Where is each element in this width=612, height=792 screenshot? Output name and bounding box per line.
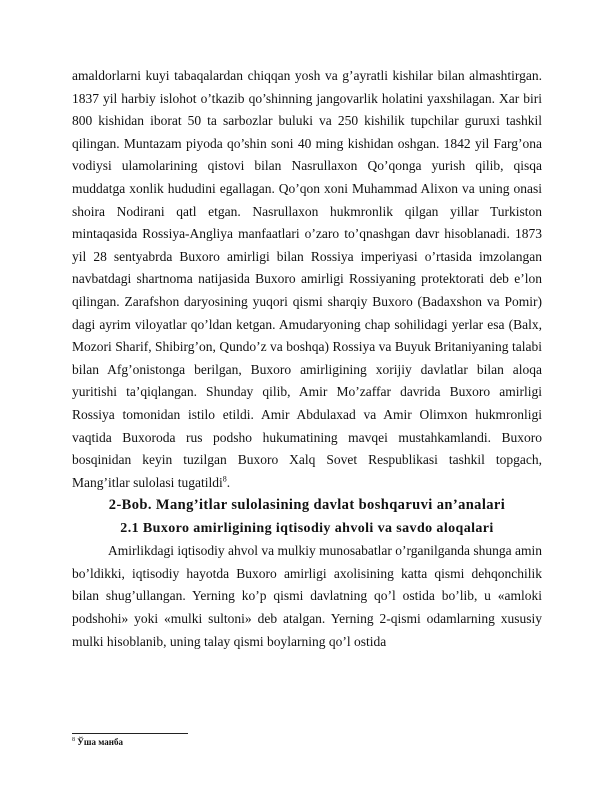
body-paragraph-end: . [226,474,231,490]
text-block [72,65,542,653]
footnote-reference[interactable]: 8 [222,474,227,484]
chapter-heading: 2-Bob. Mang’itlar sulolasining davlat boshqaruvi an’analari [108,497,506,514]
footnote [72,737,123,747]
body-paragraph-text: amaldorlarni kuyi tabaqalardan chiqqan yosh va g’ayratli kishilar bilan almashtirgan. 1837 yil harbiy islohot o’tkazib qo’shinning jangovarlik holatini yaxshilagan. Xar biri 800 kishidan iborat 50 ta sarbozlar buluki va 250 kishilik tupchilar guruxi tashkil qilingan. Muntazam piyoda qo’shin soni 40 ming kishidan oshgan. 1842 yil Farg’ona vodiysi ulamolarining qistovi bilan Nasrullaxon Qo’qonga yurish qilib, qisqa muddatga xonlik hududini egallagan. Qo’qon xoni Muhammad Alixon va uning onasi shoira Nodirani qatl etgan. Nasrullaxon hukmronlik qilgan yillar Turkiston mintaqasida Rossiya-Angliya manfaatlari o’zaro to’qnashgan davr hisoblanadi. 1873 yil 28 sentyabrda Buxoro amirligi bilan Rossiya imperiyasi o’rtasida imzolangan navbatdagi shartnoma natijasida Buxoro amirligi Rossiyaning protektorati deb e’lon qilingan. Zarafshon daryosining yuqori qismi sharqiy Buxoro (Badaxshon va Pomir) dagi ayrim viloyatlar qo’ldan ketgan. Amudaryoning chap sohilidagi yerlar esa (Balx, Mozori Sharif, Shibirg’on, Qundo’z va boshqa) Rossiya va Buyuk Britaniyaning talabi bilan Afg’onistonga berilgan, Buxoro amirligining xorijiy davlatlar bilan aloqa yuritishi ta’qiqlangan. Shunday qilib, Amir Mo’zaffar davrida Buxoro amirligi Rossiya tomonidan istilo etildi. Amir Abdulaxad va Amir Olimxon hukmronligi vaqtida Buxoroda rus podsho hukumatining mavqei mustahkamlandi. Buxoro bosqinidan keyin tuzilgan Buxoro Xalq Sovet Respublikasi tashkil topgach, Mang’itlar sulolasi tugatildi [72,68,542,490]
body-paragraph [72,65,542,494]
footnote-text: Ўша манба [77,737,123,747]
footnote-divider [72,733,188,734]
footnote-number: 8 [72,737,75,743]
section-paragraph: Amirlikdagi iqtisodiy ahvol va mulkiy munosabatlar o’rganilganda shunga amin bo’ldikki, iqtisodiy hayotda Buxoro amirligi axolisining katta qismi dehqonchilik bilan shug’ullangan. Yerning ko’p qismi davlatning qo’l ostida bo’lib, u «amloki podshohi» yoki «mulki sultoni» deb atalgan. Yerning 2-qismi odamlarning xususiy mulki hisoblanib, uning talay qismi boylarning qo’l ostida [72,543,542,649]
section-heading: 2.1 Buxoro amirligining iqtisodiy ahvoli va savdo aloqalari [120,521,494,537]
